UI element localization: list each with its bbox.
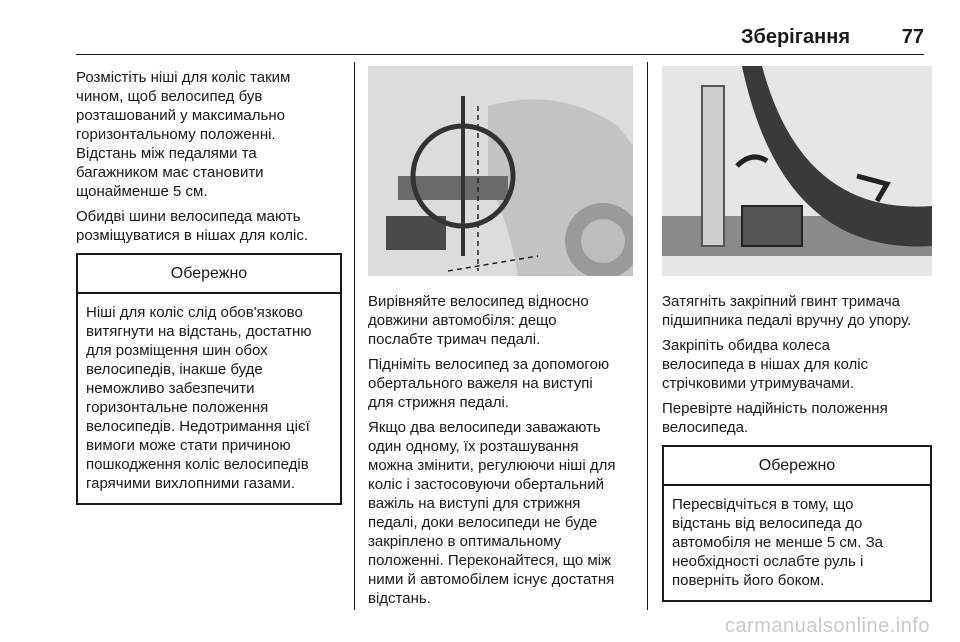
paragraph: Якщо два велосипеди заважають один одному, їх розташування можна змінити, регулюючи ніші для коліс і застосовуючи обертальний важіль на виступі для стрижня педалі, доки велосипеди не буде закріплено в оптимальному положенні. Переконайтеся, що між ними й автомобілем існує достатня відстань. [368,419,616,607]
warning-text: Ніші для коліс слід обов'язково витягнути на відстань, достатню для розміщення шин обох велосипедів, інакше буде неможливо забезпечити горизонтальне положення велосипедів. Недотримання цієї вимоги може стати причиною пошкодження коліс велосипедів гарячими вихлопними газами. [86,304,312,492]
section-title: Зберігання [740,26,850,48]
column-3 [662,66,932,602]
paragraph: Розмістіть ніші для коліс таким чином, щоб велосипед був розташований у максимально горизонтальному положенні. Відстань між педалями та багажником має становити щонайменше 5 см. [76,69,291,200]
warning-text: Пересвідчіться в тому, що відстань від велосипеда до автомобіля не менше 5 см. За необхідності ослабте руль і поверніть його боком. [672,496,883,589]
paragraph: Закріпіть обидва колеса велосипеда в нішах для коліс стрічковими утримувачами. [662,337,869,392]
page-number: 77 [901,26,924,48]
column-divider-1 [354,62,355,610]
paragraph: Обидві шини велосипеда мають розміщуватися в нішах для коліс. [76,208,308,244]
paragraph: Затягніть закріпний гвинт тримача підшипника педалі вручну до упору. [662,293,912,329]
column-2 [368,66,633,614]
header-rule [76,54,924,55]
warning-box [662,445,932,602]
warning-title: Обережно [78,255,340,294]
page-header [0,0,960,56]
warning-title: Обережно [664,447,930,486]
bike-carrier-rear-view-illustration [368,66,633,276]
watermark: carmanualsonline.info [724,615,930,637]
column-1 [76,68,342,505]
paragraph: Підніміть велосипед за допомогою обертального важеля на виступі для стрижня педалі. [368,356,610,411]
paragraph: Вирівняйте велосипед відносно довжини автомобіля: дещо послабте тримач педалі. [368,293,589,348]
pedal-holder-strap-illustration [662,66,932,276]
warning-box [76,253,342,505]
column-divider-2 [647,62,648,610]
paragraph: Перевірте надійність положення велосипеда. [662,400,888,436]
